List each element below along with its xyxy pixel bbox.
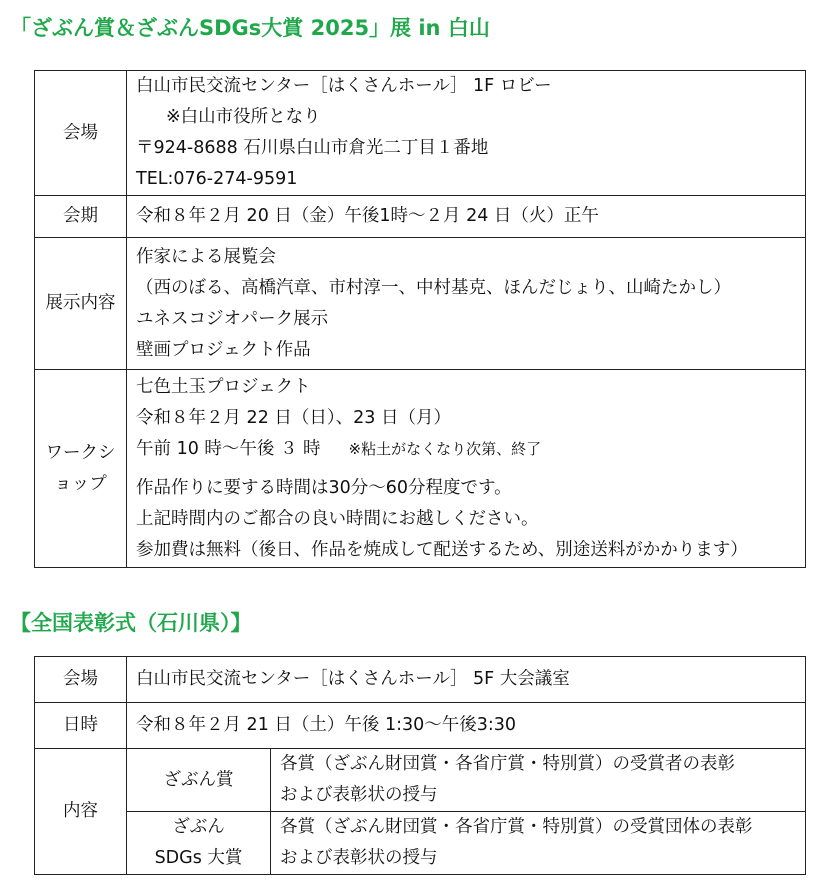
workshop-detail: 上記時間内のご都合の良い時間にお越しください。 <box>136 508 539 529</box>
venue-value <box>127 71 806 196</box>
venue-note: ※白山市役所となり <box>166 107 321 127</box>
workshop-dates: 令和８年２月 22 日（日）、23 日（月） <box>136 407 451 428</box>
ceremony-item-row <box>35 812 806 875</box>
ceremony-datetime-row <box>35 703 806 749</box>
ceremony-venue-label: 会場 <box>35 657 127 703</box>
ceremony-datetime-label: 日時 <box>35 703 127 749</box>
contents-line: 作家による展覧会 <box>136 246 276 267</box>
venue-label: 会場 <box>35 71 127 196</box>
venue-phone: TEL:076-274-9591 <box>136 169 298 189</box>
award-name-line: SDGs 大賞 <box>154 848 243 868</box>
award-description <box>271 812 806 875</box>
award-description-line: 各賞（ざぶん財団賞・各省庁賞・特別賞）の受賞団体の表彰 <box>280 817 753 837</box>
workshop-detail: 作品作りに要する時間は30分～60分程度です。 <box>136 477 512 498</box>
ceremony-datetime-value: 令和８年２月 21 日（土）午後 1:30～午後3:30 <box>127 703 806 749</box>
period-row <box>35 196 806 238</box>
workshop-note: ※粘土がなくなり次第、終了 <box>348 439 542 458</box>
venue-line: 白山市民交流センター［はくさんホール］ 1F ロビー <box>136 76 552 96</box>
award-name-line: ざぶん <box>172 817 225 837</box>
contents-label: 展示内容 <box>35 238 127 370</box>
venue-address: 〒924-8688 石川県白山市倉光二丁目１番地 <box>136 138 489 158</box>
period-label: 会期 <box>35 196 127 238</box>
award-description-line: および表彰状の授与 <box>280 848 438 868</box>
ceremony-venue-value: 白山市民交流センター［はくさんホール］ 5F 大会議室 <box>127 657 806 703</box>
ceremony-item-row <box>35 749 806 812</box>
workshop-value <box>127 370 806 568</box>
workshop-hours: 午前 10 時～午後 ３ 時 <box>136 438 321 459</box>
workshop-hours-line <box>136 434 805 465</box>
award-name: ざぶん賞 <box>127 749 271 812</box>
award-description-line: および表彰状の授与 <box>280 785 438 805</box>
venue-row <box>35 71 806 196</box>
contents-row <box>35 238 806 370</box>
contents-line: 壁画プロジェクト作品 <box>136 339 311 360</box>
workshop-label: ワークショップ <box>35 370 127 568</box>
contents-value <box>127 238 806 370</box>
award-description-line: 各賞（ざぶん財団賞・各省庁賞・特別賞）の受賞者の表彰 <box>280 754 735 774</box>
ceremony-contents-label: 内容 <box>35 749 127 875</box>
exhibition-title: 「ざぶん賞＆ざぶんSDGs大賞 2025」展 in 白山 <box>10 16 490 40</box>
award-description <box>271 749 806 812</box>
workshop-row <box>35 370 806 568</box>
ceremony-title: 【全国表彰式（石川県）】 <box>10 611 252 635</box>
contents-artists: （西のぼる、高橋汽章、市村淳一、中村基克、ほんだじょり、山崎たかし） <box>136 277 731 298</box>
award-name <box>127 812 271 875</box>
ceremony-venue-row <box>35 657 806 703</box>
period-value: 令和８年２月 20 日（金）午後1時～２月 24 日（火）正午 <box>127 196 806 238</box>
exhibition-table <box>34 70 806 568</box>
workshop-name: 七色土玉プロジェクト <box>136 376 311 397</box>
workshop-fee: 参加費は無料（後日、作品を焼成して配送するため、別途送料がかかります） <box>136 539 748 560</box>
contents-line: ユネスコジオパーク展示 <box>136 308 329 329</box>
ceremony-table <box>34 656 806 875</box>
